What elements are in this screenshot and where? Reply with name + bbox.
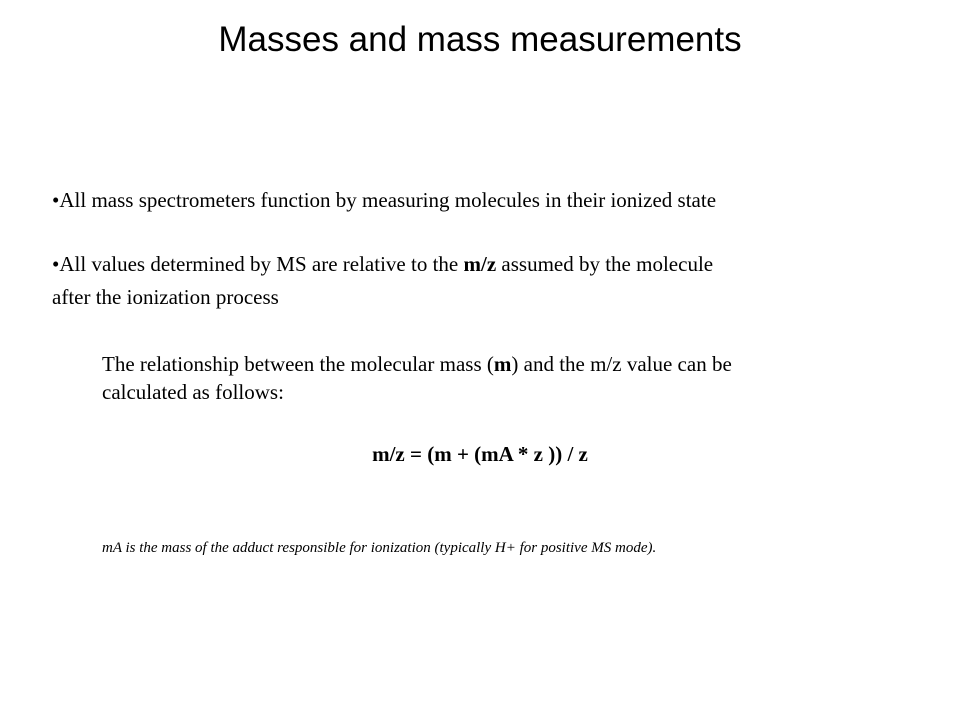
bullet-marker: • [52, 188, 60, 212]
bullet-bold-term: m/z [463, 252, 497, 276]
mz-formula: m/z = (m + (mA * z )) / z [372, 442, 588, 466]
bullet-relative-mz [52, 250, 713, 278]
adduct-footnote: mA is the mass of the adduct responsible for ionization (typically H+ for positive MS mode). [102, 540, 657, 556]
bullet-text-start: All values determined by MS are relative to the [59, 252, 464, 276]
relationship-text-end: ) and the m/z value can be [511, 352, 732, 376]
slide-title: Masses and mass measurements [218, 20, 742, 59]
bullet-marker: • [52, 252, 60, 276]
bullet-continuation: after the ionization process [52, 285, 279, 309]
relationship-text-start: The relationship between the molecular mass ( [102, 352, 494, 376]
bullet-measuring-ionized [52, 186, 716, 214]
relationship-bold-term: m [493, 352, 512, 376]
relationship-line-1 [102, 350, 732, 378]
bullet-text-end: assumed by the molecule [496, 252, 714, 276]
relationship-line-2: calculated as follows: [102, 380, 284, 404]
bullet-text: All mass spectrometers function by measuring molecules in their ionized state [59, 188, 717, 212]
